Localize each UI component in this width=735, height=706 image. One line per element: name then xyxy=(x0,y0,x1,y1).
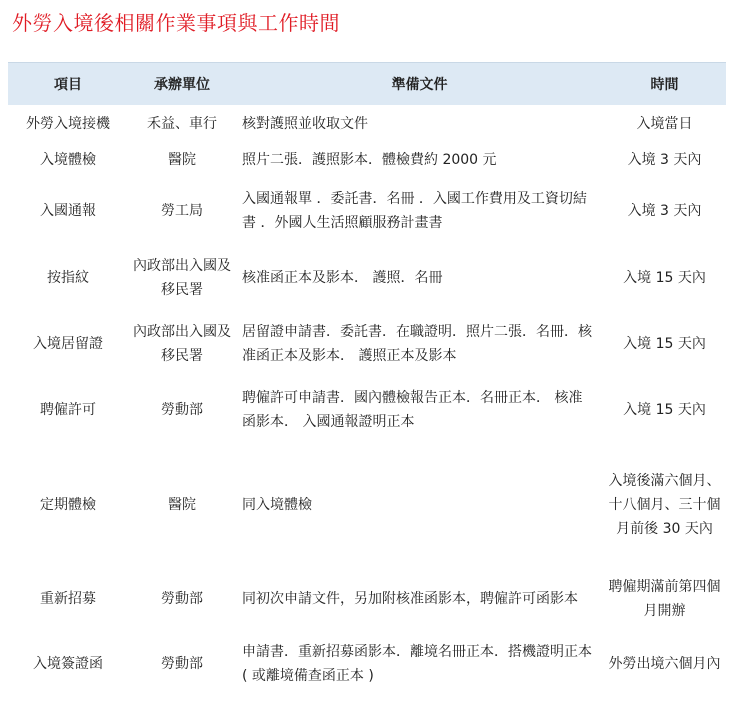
cell-docs: 照片二張．護照影本．體檢費約 2000 元 xyxy=(242,152,497,168)
cell-time: 入境當日 xyxy=(636,116,693,132)
cell-unit: 勞工局 xyxy=(161,203,203,219)
cell-docs: 同初次申請文件，另加附核准函影本，聘僱許可函影本 xyxy=(242,591,578,607)
cell-item: 入境體檢 xyxy=(40,152,96,168)
cell-docs: 核准函正本及影本． 護照．名冊 xyxy=(242,270,443,286)
cell-docs: 核對護照並收取文件 xyxy=(242,116,368,132)
cell-docs: 同入境體檢 xyxy=(242,497,312,513)
cell-time: 入境後滿六個月、十八個月、三十個月前後 30 天內 xyxy=(608,473,721,537)
cell-unit: 內政部出入國及移民署 xyxy=(133,258,231,298)
cell-item: 聘僱許可 xyxy=(40,402,96,418)
cell-unit: 醫院 xyxy=(168,152,196,168)
cell-unit: 勞動部 xyxy=(161,656,203,672)
cell-docs: 申請書．重新招募函影本．離境名冊正本．搭機證明正本 ( 或離境備查函正本 ) xyxy=(242,644,592,684)
cell-docs: 入國通報單 ．委託書．名冊 ．入國工作費用及工資切結書 ．外國人生活照顧服務計畫書 xyxy=(242,191,587,231)
cell-item: 入國通報 xyxy=(40,203,96,219)
cell-item: 定期體檢 xyxy=(40,497,96,513)
cell-docs: 聘僱許可申請書．國內體檢報告正本．名冊正本． 核准函影本． 入國通報證明正本 xyxy=(242,390,583,430)
cell-time: 聘僱期滿前第四個月開辦 xyxy=(608,579,721,619)
cell-item: 入境居留證 xyxy=(33,336,103,352)
cell-time: 入境 15 天內 xyxy=(623,336,706,352)
cell-item: 外勞入境接機 xyxy=(26,116,110,132)
header-docs: 準備文件 xyxy=(236,63,603,106)
work-schedule-table xyxy=(8,62,726,697)
cell-time: 入境 3 天內 xyxy=(627,152,702,168)
page-title: 外勞入境後相關作業事項與工作時間 xyxy=(12,11,340,35)
cell-item: 重新招募 xyxy=(40,591,96,607)
cell-unit: 禾益、車行 xyxy=(147,116,217,132)
table-row xyxy=(8,177,726,245)
table-row xyxy=(8,567,726,631)
cell-time: 入境 15 天內 xyxy=(623,402,706,418)
table-row xyxy=(8,443,726,567)
table-row xyxy=(8,105,726,143)
cell-time: 入境 3 天內 xyxy=(627,203,702,219)
cell-unit: 勞動部 xyxy=(161,402,203,418)
table-row xyxy=(8,631,726,697)
cell-docs: 居留證申請書．委託書．在職證明．照片二張．名冊．核准函正本及影本． 護照正本及影本 xyxy=(242,324,592,364)
cell-time: 外勞出境六個月內 xyxy=(608,656,721,672)
cell-time: 入境 15 天內 xyxy=(623,270,706,286)
cell-unit: 醫院 xyxy=(168,497,196,513)
header-unit: 承辦單位 xyxy=(128,63,236,106)
header-item: 項目 xyxy=(8,63,128,106)
table-row xyxy=(8,143,726,177)
table-row xyxy=(8,377,726,443)
cell-unit: 內政部出入國及移民署 xyxy=(133,324,231,364)
header-time: 時間 xyxy=(603,63,726,106)
table-row xyxy=(8,245,726,311)
table-header-row xyxy=(8,63,726,106)
cell-item: 入境簽證函 xyxy=(33,656,103,672)
cell-unit: 勞動部 xyxy=(161,591,203,607)
cell-item: 按指紋 xyxy=(47,270,89,286)
table-row xyxy=(8,311,726,377)
